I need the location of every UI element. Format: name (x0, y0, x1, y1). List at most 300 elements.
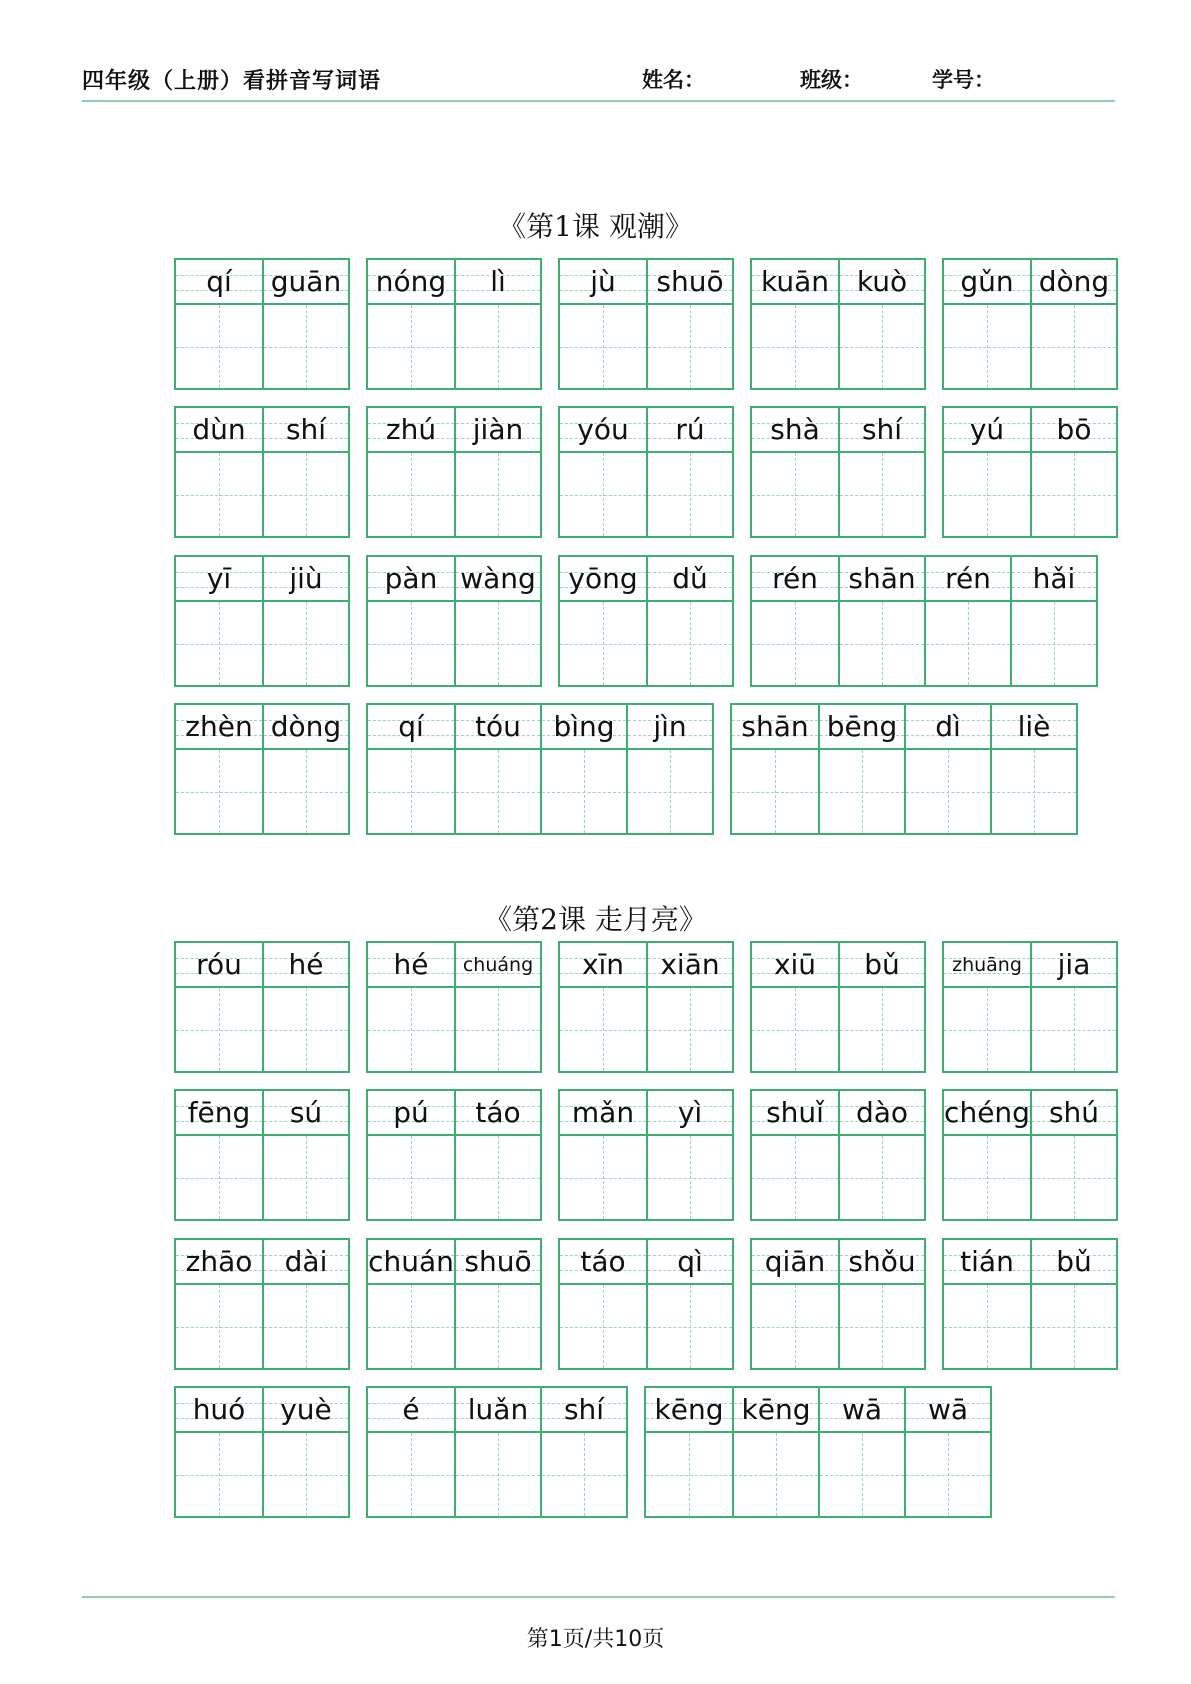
pinyin-text: shān (741, 710, 809, 743)
writing-grid[interactable] (840, 305, 924, 388)
character-cell[interactable] (262, 1091, 348, 1219)
pinyin-text: bǔ (1056, 1245, 1092, 1278)
class-field-label: 班级： (800, 68, 863, 92)
writing-grid[interactable] (944, 1136, 1030, 1219)
writing-grid[interactable] (264, 988, 348, 1071)
pinyin-text: jia (1057, 948, 1091, 981)
writing-grid[interactable] (648, 1136, 732, 1219)
pinyin-text: dòng (1038, 265, 1110, 298)
writing-grid[interactable] (560, 453, 646, 536)
character-cell[interactable] (454, 1091, 540, 1219)
writing-grid[interactable] (368, 750, 454, 833)
pinyin-label (176, 557, 262, 602)
word-box (558, 941, 734, 1073)
writing-grid[interactable] (926, 602, 1010, 685)
character-cell[interactable] (368, 705, 454, 833)
character-cell[interactable] (838, 943, 924, 1071)
pinyin-label (368, 1388, 454, 1433)
writing-grid[interactable] (752, 453, 838, 536)
character-cell[interactable] (944, 943, 1030, 1071)
writing-grid[interactable] (820, 750, 904, 833)
character-cell[interactable] (752, 1091, 838, 1219)
word-box (558, 555, 734, 687)
character-cell[interactable] (752, 557, 838, 685)
writing-grid[interactable] (368, 988, 454, 1071)
character-cell[interactable] (818, 705, 904, 833)
writing-grid[interactable] (944, 453, 1030, 536)
character-cell[interactable] (732, 705, 818, 833)
pinyin-text: dǔ (672, 562, 708, 595)
word-box (942, 1089, 1118, 1221)
character-cell[interactable] (262, 260, 348, 388)
writing-grid[interactable] (176, 453, 262, 536)
word-box (558, 258, 734, 390)
pinyin-text: bēng (826, 710, 898, 743)
character-cell[interactable] (646, 1091, 732, 1219)
pinyin-text: yuè (280, 1393, 332, 1426)
writing-grid[interactable] (264, 602, 348, 685)
pinyin-label (648, 557, 732, 602)
character-cell[interactable] (454, 1388, 540, 1516)
pinyin-label (560, 557, 646, 602)
character-cell[interactable] (368, 943, 454, 1071)
student-id-field-label: 学号： (932, 68, 995, 92)
pinyin-text: zhèn (185, 710, 253, 743)
writing-grid[interactable] (648, 1285, 732, 1368)
name-field-label: 姓名： (642, 68, 705, 92)
pinyin-label (1012, 557, 1096, 602)
writing-grid[interactable] (264, 305, 348, 388)
pinyin-text: shí (563, 1393, 605, 1426)
character-cell[interactable] (944, 260, 1030, 388)
word-box (644, 1386, 992, 1518)
character-cell[interactable] (368, 260, 454, 388)
character-cell[interactable] (1010, 557, 1096, 685)
pinyin-label (752, 408, 838, 453)
writing-grid[interactable] (176, 988, 262, 1071)
writing-grid[interactable] (1032, 988, 1116, 1071)
character-cell[interactable] (838, 408, 924, 536)
word-box (174, 555, 350, 687)
character-cell[interactable] (176, 1240, 262, 1368)
character-cell[interactable] (262, 705, 348, 833)
character-cell[interactable] (646, 1240, 732, 1368)
pinyin-label (456, 943, 540, 988)
character-cell[interactable] (540, 705, 626, 833)
word-box (750, 555, 1098, 687)
pinyin-text: yì (677, 1096, 703, 1129)
pinyin-label (752, 943, 838, 988)
character-cell[interactable] (1030, 1091, 1116, 1219)
pinyin-text: zhuāng (952, 953, 1022, 976)
character-cell[interactable] (454, 1240, 540, 1368)
footer-divider (82, 1596, 1115, 1598)
pinyin-text: chéng (944, 1096, 1030, 1129)
character-cell[interactable] (646, 943, 732, 1071)
writing-grid[interactable] (648, 602, 732, 685)
pinyin-label (820, 1388, 904, 1433)
pinyin-text: rén (772, 562, 818, 595)
writing-grid[interactable] (646, 1433, 732, 1516)
pinyin-label (840, 408, 924, 453)
pinyin-text: tóu (475, 710, 521, 743)
word-box (750, 941, 926, 1073)
character-cell[interactable] (924, 557, 1010, 685)
pinyin-label (648, 943, 732, 988)
pinyin-text: xīn (581, 948, 625, 981)
pinyin-text: pàn (384, 562, 438, 595)
character-cell[interactable] (838, 557, 924, 685)
character-cell[interactable] (176, 1091, 262, 1219)
writing-grid[interactable] (752, 988, 838, 1071)
character-cell[interactable] (752, 260, 838, 388)
writing-grid[interactable] (734, 1433, 818, 1516)
writing-grid[interactable] (264, 1285, 348, 1368)
character-cell[interactable] (176, 557, 262, 685)
pinyin-label (456, 1091, 540, 1136)
pinyin-label (906, 1388, 990, 1433)
page-number: 第1页/共10页 (526, 1627, 665, 1652)
pinyin-text: jiù (289, 562, 323, 595)
pinyin-label (1032, 943, 1116, 988)
word-box (942, 941, 1118, 1073)
character-cell[interactable] (368, 1388, 454, 1516)
pinyin-label (264, 1388, 348, 1433)
pinyin-text: wàng (460, 562, 536, 595)
character-cell[interactable] (646, 408, 732, 536)
word-box (558, 1238, 734, 1370)
word-box (366, 1238, 542, 1370)
character-cell[interactable] (560, 260, 646, 388)
word-box (366, 258, 542, 390)
character-cell[interactable] (838, 1091, 924, 1219)
pinyin-label (734, 1388, 818, 1433)
pinyin-text: mǎn (571, 1096, 635, 1129)
pinyin-text: bō (1056, 413, 1092, 446)
pinyin-label (648, 408, 732, 453)
writing-grid[interactable] (840, 602, 924, 685)
writing-grid[interactable] (752, 1285, 838, 1368)
pinyin-text: dùn (192, 413, 246, 446)
pinyin-label (176, 1091, 262, 1136)
pinyin-text: hé (288, 948, 324, 981)
character-cell[interactable] (752, 1240, 838, 1368)
pinyin-label (368, 1091, 454, 1136)
writing-grid[interactable] (820, 1433, 904, 1516)
pinyin-text: shí (285, 413, 327, 446)
pinyin-label (456, 557, 540, 602)
pinyin-text: táo (580, 1245, 626, 1278)
character-cell[interactable] (560, 1091, 646, 1219)
pinyin-label (264, 943, 348, 988)
pinyin-label (840, 260, 924, 305)
writing-grid[interactable] (840, 988, 924, 1071)
writing-grid[interactable] (368, 305, 454, 388)
pinyin-label (456, 408, 540, 453)
pinyin-text: kēng (654, 1393, 724, 1426)
writing-grid[interactable] (456, 1433, 540, 1516)
character-cell[interactable] (838, 1240, 924, 1368)
character-cell[interactable] (262, 408, 348, 536)
character-cell[interactable] (646, 260, 732, 388)
pinyin-label (1032, 1091, 1116, 1136)
writing-grid[interactable] (176, 1136, 262, 1219)
pinyin-label (368, 408, 454, 453)
writing-grid[interactable] (456, 453, 540, 536)
pinyin-text: qì (677, 1245, 703, 1278)
pinyin-label (840, 557, 924, 602)
writing-grid[interactable] (840, 1285, 924, 1368)
word-box (174, 258, 350, 390)
writing-grid[interactable] (368, 602, 454, 685)
character-cell[interactable] (454, 943, 540, 1071)
pinyin-text: shà (770, 413, 820, 446)
pinyin-label (456, 705, 540, 750)
writing-grid[interactable] (906, 1433, 990, 1516)
pinyin-text: é (402, 1393, 420, 1426)
pinyin-label (648, 260, 732, 305)
word-box (366, 406, 542, 538)
writing-grid[interactable] (1032, 1285, 1116, 1368)
character-cell[interactable] (262, 1388, 348, 1516)
writing-grid[interactable] (542, 750, 626, 833)
writing-grid[interactable] (560, 305, 646, 388)
pinyin-text: shú (1048, 1096, 1100, 1129)
character-cell[interactable] (1030, 408, 1116, 536)
word-box (366, 941, 542, 1073)
pinyin-text: kuò (856, 265, 908, 298)
character-cell[interactable] (454, 408, 540, 536)
character-cell[interactable] (262, 1240, 348, 1368)
writing-grid[interactable] (176, 305, 262, 388)
pinyin-text: yóu (577, 413, 629, 446)
pinyin-text: shān (848, 562, 916, 595)
writing-grid[interactable] (628, 750, 712, 833)
character-cell[interactable] (368, 408, 454, 536)
writing-grid[interactable] (264, 1136, 348, 1219)
pinyin-label (820, 705, 904, 750)
writing-grid[interactable] (456, 988, 540, 1071)
character-cell[interactable] (176, 705, 262, 833)
pinyin-label (906, 705, 990, 750)
writing-grid[interactable] (732, 750, 818, 833)
pinyin-label (176, 943, 262, 988)
writing-grid[interactable] (944, 1285, 1030, 1368)
character-cell[interactable] (560, 1240, 646, 1368)
writing-grid[interactable] (264, 750, 348, 833)
pinyin-label (648, 1240, 732, 1285)
writing-grid[interactable] (456, 750, 540, 833)
writing-grid[interactable] (368, 1433, 454, 1516)
writing-grid[interactable] (1012, 602, 1096, 685)
pinyin-label (992, 705, 1076, 750)
writing-grid[interactable] (648, 453, 732, 536)
character-cell[interactable] (752, 943, 838, 1071)
pinyin-label (1032, 1240, 1116, 1285)
pinyin-text: táo (475, 1096, 521, 1129)
character-cell[interactable] (904, 1388, 990, 1516)
pinyin-label (368, 260, 454, 305)
word-box (366, 1386, 628, 1518)
writing-grid[interactable] (648, 988, 732, 1071)
word-box (366, 555, 542, 687)
pinyin-text: fēng (187, 1096, 251, 1129)
pinyin-label (560, 943, 646, 988)
pinyin-text: shuǐ (766, 1096, 824, 1129)
pinyin-label (542, 1388, 626, 1433)
character-cell[interactable] (560, 557, 646, 685)
word-box (750, 406, 926, 538)
character-cell[interactable] (818, 1388, 904, 1516)
pinyin-text: dì (935, 710, 961, 743)
pinyin-text: wā (927, 1393, 969, 1426)
character-cell[interactable] (646, 557, 732, 685)
pinyin-text: qiān (764, 1245, 826, 1278)
character-cell[interactable] (560, 408, 646, 536)
character-cell[interactable] (262, 943, 348, 1071)
writing-grid[interactable] (906, 750, 990, 833)
pinyin-text: shuō (464, 1245, 532, 1278)
word-box (558, 1089, 734, 1221)
word-box (750, 1089, 926, 1221)
writing-grid[interactable] (176, 1433, 262, 1516)
pinyin-label (456, 1388, 540, 1433)
pinyin-label (752, 557, 838, 602)
character-cell[interactable] (944, 408, 1030, 536)
character-cell[interactable] (454, 557, 540, 685)
pinyin-label (264, 408, 348, 453)
word-box (366, 1089, 542, 1221)
word-box (750, 1238, 926, 1370)
pinyin-label (368, 557, 454, 602)
pinyin-text: kēng (741, 1393, 811, 1426)
writing-grid[interactable] (560, 1136, 646, 1219)
pinyin-label (648, 1091, 732, 1136)
pinyin-label (1032, 408, 1116, 453)
character-cell[interactable] (732, 1388, 818, 1516)
pinyin-text: sú (289, 1096, 323, 1129)
pinyin-label (264, 705, 348, 750)
pinyin-text: liè (1017, 710, 1051, 743)
character-cell[interactable] (560, 943, 646, 1071)
pinyin-text: shí (861, 413, 903, 446)
writing-grid[interactable] (992, 750, 1076, 833)
writing-grid[interactable] (1032, 305, 1116, 388)
character-cell[interactable] (368, 1240, 454, 1368)
character-cell[interactable] (1030, 943, 1116, 1071)
pinyin-text: rú (675, 413, 705, 446)
writing-grid[interactable] (456, 1285, 540, 1368)
lesson-title: 《第2课 走月亮》 (484, 903, 707, 936)
character-cell[interactable] (368, 1091, 454, 1219)
word-box (366, 703, 714, 835)
pinyin-text: hé (393, 948, 429, 981)
writing-grid[interactable] (456, 602, 540, 685)
pinyin-label (176, 408, 262, 453)
writing-grid[interactable] (542, 1433, 626, 1516)
writing-grid[interactable] (368, 1136, 454, 1219)
writing-grid[interactable] (752, 602, 838, 685)
character-cell[interactable] (1030, 260, 1116, 388)
pinyin-text: yú (969, 413, 1005, 446)
writing-grid[interactable] (368, 1285, 454, 1368)
character-cell[interactable] (1030, 1240, 1116, 1368)
pinyin-label (752, 1240, 838, 1285)
character-cell[interactable] (944, 1091, 1030, 1219)
pinyin-text: zhú (385, 413, 437, 446)
word-box (558, 406, 734, 538)
pinyin-label (176, 1388, 262, 1433)
writing-grid[interactable] (176, 1285, 262, 1368)
writing-grid[interactable] (840, 453, 924, 536)
pinyin-label (1032, 260, 1116, 305)
pinyin-label (560, 408, 646, 453)
character-cell[interactable] (944, 1240, 1030, 1368)
writing-grid[interactable] (176, 750, 262, 833)
pinyin-text: jiàn (472, 413, 524, 446)
writing-grid[interactable] (560, 602, 646, 685)
writing-grid[interactable] (944, 305, 1030, 388)
writing-grid[interactable] (264, 1433, 348, 1516)
pinyin-label (264, 1240, 348, 1285)
pinyin-text: zhāo (185, 1245, 253, 1278)
character-cell[interactable] (752, 408, 838, 536)
writing-grid[interactable] (1032, 1136, 1116, 1219)
pinyin-text: qí (398, 710, 424, 743)
writing-grid[interactable] (648, 305, 732, 388)
character-cell[interactable] (262, 557, 348, 685)
pinyin-text: bǔ (864, 948, 900, 981)
writing-grid[interactable] (840, 1136, 924, 1219)
character-cell[interactable] (454, 260, 540, 388)
word-box (174, 703, 350, 835)
writing-grid[interactable] (456, 305, 540, 388)
writing-grid[interactable] (944, 988, 1030, 1071)
writing-grid[interactable] (176, 602, 262, 685)
pinyin-text: guān (270, 265, 342, 298)
character-cell[interactable] (176, 943, 262, 1071)
character-cell[interactable] (368, 557, 454, 685)
character-cell[interactable] (540, 1388, 626, 1516)
word-box (174, 406, 350, 538)
character-cell[interactable] (176, 1388, 262, 1516)
pinyin-text: shuō (656, 265, 724, 298)
character-cell[interactable] (626, 705, 712, 833)
character-cell[interactable] (176, 260, 262, 388)
character-cell[interactable] (904, 705, 990, 833)
writing-grid[interactable] (560, 1285, 646, 1368)
character-cell[interactable] (176, 408, 262, 536)
writing-grid[interactable] (264, 453, 348, 536)
pinyin-label (560, 1091, 646, 1136)
pinyin-text: qí (206, 265, 232, 298)
character-cell[interactable] (646, 1388, 732, 1516)
writing-grid[interactable] (1032, 453, 1116, 536)
pinyin-text: pú (393, 1096, 429, 1129)
pinyin-text: jù (590, 265, 616, 298)
pinyin-text: gǔn (960, 265, 1014, 298)
pinyin-label (176, 260, 262, 305)
writing-grid[interactable] (456, 1136, 540, 1219)
character-cell[interactable] (454, 705, 540, 833)
writing-grid[interactable] (368, 453, 454, 536)
writing-grid[interactable] (752, 1136, 838, 1219)
character-cell[interactable] (990, 705, 1076, 833)
writing-grid[interactable] (752, 305, 838, 388)
pinyin-text: nóng (375, 265, 447, 298)
writing-grid[interactable] (560, 988, 646, 1071)
character-cell[interactable] (838, 260, 924, 388)
